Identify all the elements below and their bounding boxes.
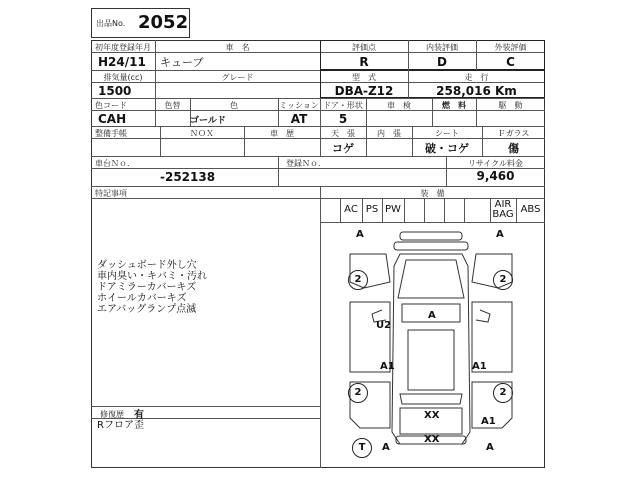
tire-rear-left: 2 [348, 383, 368, 403]
color-code-label: 色コード [95, 101, 127, 110]
score-value: R [359, 55, 369, 69]
exterior-value: C [506, 55, 515, 69]
tire-rear-right: 2 [493, 383, 513, 403]
interior-value: D [437, 55, 447, 69]
exterior-label: 外装評価 [494, 43, 527, 52]
note-line-1: ダッシュボード外し穴 [97, 260, 197, 271]
tire-front-right: 2 [493, 270, 513, 290]
note-line-2: 車内臭い・キバミ・汚れ [97, 271, 207, 282]
recycle-value: 9,460 [476, 169, 515, 183]
history-label: 車 歴 [270, 129, 294, 138]
mark-rear-right-a: A [486, 442, 494, 453]
ceiling-label: 天 張 [331, 129, 355, 138]
special-label: 特記事項 [95, 189, 127, 198]
mark-hood: A [428, 310, 436, 321]
year-label: 初年度登録年月 [95, 43, 151, 52]
seat-value: 破・コゲ [425, 142, 469, 155]
mark-front-left: A [356, 229, 364, 240]
model-value: DBA-Z12 [334, 84, 394, 98]
color-value: ゴールド [190, 116, 226, 126]
note-line-3: ドアミラーカバーキズ [97, 282, 197, 293]
displacement-label: 排気量(cc) [103, 73, 143, 82]
seat-label: シート [435, 129, 459, 138]
interior-label: 内装評価 [426, 43, 458, 52]
mark-front-left-door: U2 [376, 320, 392, 331]
glass-value: 傷 [508, 142, 519, 155]
equip-ac: AC [344, 204, 358, 215]
maint-label: 整備手帳 [95, 129, 127, 138]
model-label: 型 式 [352, 73, 376, 82]
name-value: キューブ [160, 56, 204, 69]
reg-label: 登録Ｎｏ． [286, 159, 326, 168]
mark-rear-xx: XX [424, 410, 440, 421]
color-type-label: 色替 [164, 101, 181, 110]
year-value: H24/11 [98, 55, 146, 69]
car-diagram [320, 222, 545, 468]
lot-label: 出品No. [96, 19, 126, 28]
note-line-4: ホイールカバーキズ [97, 293, 187, 304]
mileage-label: 走 行 [464, 73, 489, 82]
equip-ps: PS [365, 204, 379, 215]
color-code-value: CAH [98, 112, 127, 126]
drive-label: 駆 動 [498, 101, 523, 110]
displacement-value: 1500 [98, 84, 132, 98]
mark-rear-right-a1: A1 [481, 416, 496, 427]
equipment-label: 装 備 [420, 189, 445, 198]
equip-abs: ABS [520, 204, 541, 215]
mark-bumper-xx: XX [424, 434, 440, 445]
mileage-value: 258,016 Km [436, 84, 517, 98]
transmission-value: AT [290, 112, 308, 126]
mark-front-right: A [496, 229, 504, 240]
doors-label: ドア・形状 [323, 101, 363, 110]
name-label: 車 名 [225, 43, 250, 52]
score-label: 評価点 [352, 43, 376, 52]
doors-value: 5 [338, 112, 348, 126]
nox-label: ＮＯＸ [190, 129, 214, 138]
mark-right-a1: A1 [472, 361, 487, 372]
mark-rear-left-a: A [382, 442, 390, 453]
glass-label: Ｆガラス [497, 129, 530, 138]
color-label: 色 [230, 101, 238, 110]
repair-label: 修復歴 [100, 410, 124, 419]
chassis-label: 車台Ｎｏ． [95, 159, 135, 168]
repair-note: Rフロア歪 [97, 420, 144, 431]
grade-label: グレード [221, 73, 254, 82]
equip-airbag: AIR BAG [492, 199, 514, 220]
equip-pw: PW [385, 204, 401, 215]
lot-number: 2052 [138, 12, 189, 33]
fuel-label: 燃 料 [442, 101, 466, 110]
inner-label: 内 張 [377, 129, 401, 138]
recycle-label: リサイクル料金 [468, 159, 523, 168]
ceiling-value: コゲ [332, 142, 354, 155]
spare-tire: T [352, 438, 372, 458]
transmission-label: ミッション [279, 101, 319, 110]
mark-left-a1: A1 [380, 361, 395, 372]
repair-value: 有 [134, 410, 144, 421]
tire-front-left: 2 [348, 270, 368, 290]
note-line-5: エアバッグランプ点滅 [97, 304, 197, 315]
chassis-value: -252138 [160, 170, 216, 184]
capacity-label: 車 検 [387, 101, 411, 110]
